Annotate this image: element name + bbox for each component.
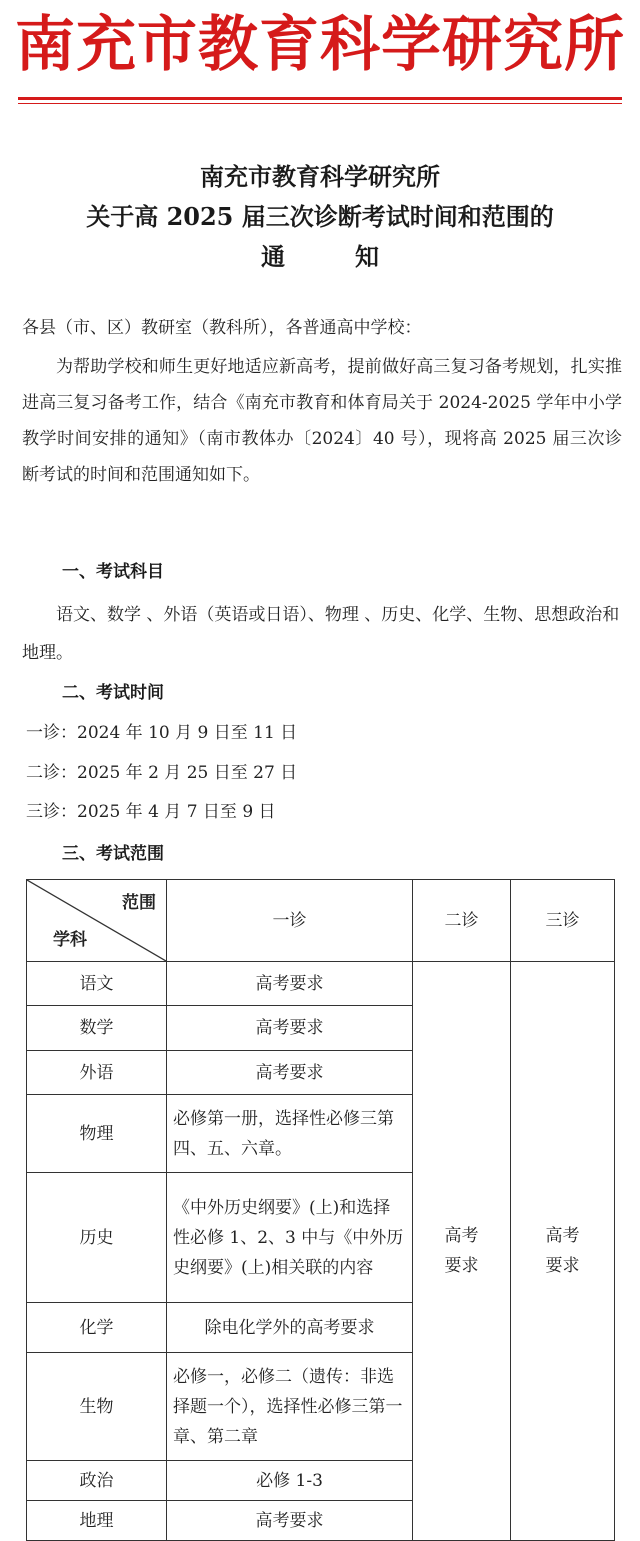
table-header-row (27, 880, 615, 962)
subjects-paragraph: 语文、数学 、外语（英语或日语）、物理 、历史、化学、生物、思想政治和地理。 (22, 605, 620, 663)
table-corner-cell (27, 880, 167, 962)
exam-date-second: 二诊：2025 年 2 月 25 日至 27 日 (26, 763, 298, 783)
letterhead-red-rule (18, 97, 622, 100)
section-heading-scope: 三、考试范围 (62, 844, 164, 864)
exam-date-first: 一诊：2024 年 10 月 9 日至 11 日 (26, 723, 298, 743)
section-heading-subjects: 一、考试科目 (62, 562, 164, 582)
letterhead-red-rule-thin (18, 103, 622, 104)
scope-cell: 必修第一册，选择性必修三第四、五、六章。 (167, 1095, 413, 1173)
third-exam-scope-text: 高考要求 (545, 1226, 580, 1276)
salutation: 各县（市、区）教研室（教科所），各普通高中学校： (22, 318, 422, 338)
scope-cell: 必修 1-3 (167, 1461, 413, 1501)
scope-cell: 除电化学外的高考要求 (167, 1303, 413, 1353)
scope-cell: 高考要求 (167, 962, 413, 1006)
notice-heading-subject: 关于高 2025 届三次诊断考试时间和范围的 (86, 202, 554, 231)
subject-cell: 生物 (27, 1353, 167, 1461)
table-row (27, 962, 615, 1006)
scope-cell: 高考要求 (167, 1006, 413, 1051)
column-header-first: 一诊 (167, 880, 413, 962)
subject-cell: 数学 (27, 1006, 167, 1051)
corner-label-scope: 范围 (122, 893, 156, 913)
subject-cell: 物理 (27, 1095, 167, 1173)
subject-cell: 语文 (27, 962, 167, 1006)
exam-scope-table (26, 879, 615, 1541)
scope-cell: 高考要求 (167, 1501, 413, 1541)
exam-date-third: 三诊：2025 年 4 月 7 日至 9 日 (26, 802, 276, 822)
notice-heading-issuer: 南充市教育科学研究所 (200, 162, 440, 191)
letterhead-banner (0, 0, 640, 96)
subject-cell: 化学 (27, 1303, 167, 1353)
corner-label-subject: 学科 (53, 930, 87, 950)
notice-heading-type: 通知 (261, 242, 449, 271)
subject-cell: 外语 (27, 1051, 167, 1095)
column-header-second: 二诊 (413, 880, 511, 962)
subject-cell: 历史 (27, 1173, 167, 1303)
scope-cell: 必修一，必修二（遗传：非选择题一个），选择性必修三第一章、第二章 (167, 1353, 413, 1461)
subject-cell: 政治 (27, 1461, 167, 1501)
letterhead-title: 南充市教育科学研究所 (15, 10, 625, 80)
subject-cell: 地理 (27, 1501, 167, 1541)
third-exam-scope-cell (511, 962, 615, 1541)
scope-cell: 《中外历史纲要》(上)和选择性必修 1、2、3 中与《中外历史纲要》(上)相关联的内容 (167, 1173, 413, 1303)
second-exam-scope-cell (413, 962, 511, 1541)
intro-paragraph: 为帮助学校和师生更好地适应新高考，提前做好高三复习备考规划，扎实推进高三复习备考工作，结合《南充市教育和体育局关于 2024-2025 学年中小学教学时间安排的通知》（南市教体办〔2024〕40 号），现将高 2025 届三次诊断考试的时间和范围通知如下。 (22, 357, 622, 485)
column-header-third: 三诊 (511, 880, 615, 962)
second-exam-scope-text: 高考要求 (444, 1226, 479, 1276)
section-heading-time: 二、考试时间 (62, 683, 164, 703)
scope-cell: 高考要求 (167, 1051, 413, 1095)
